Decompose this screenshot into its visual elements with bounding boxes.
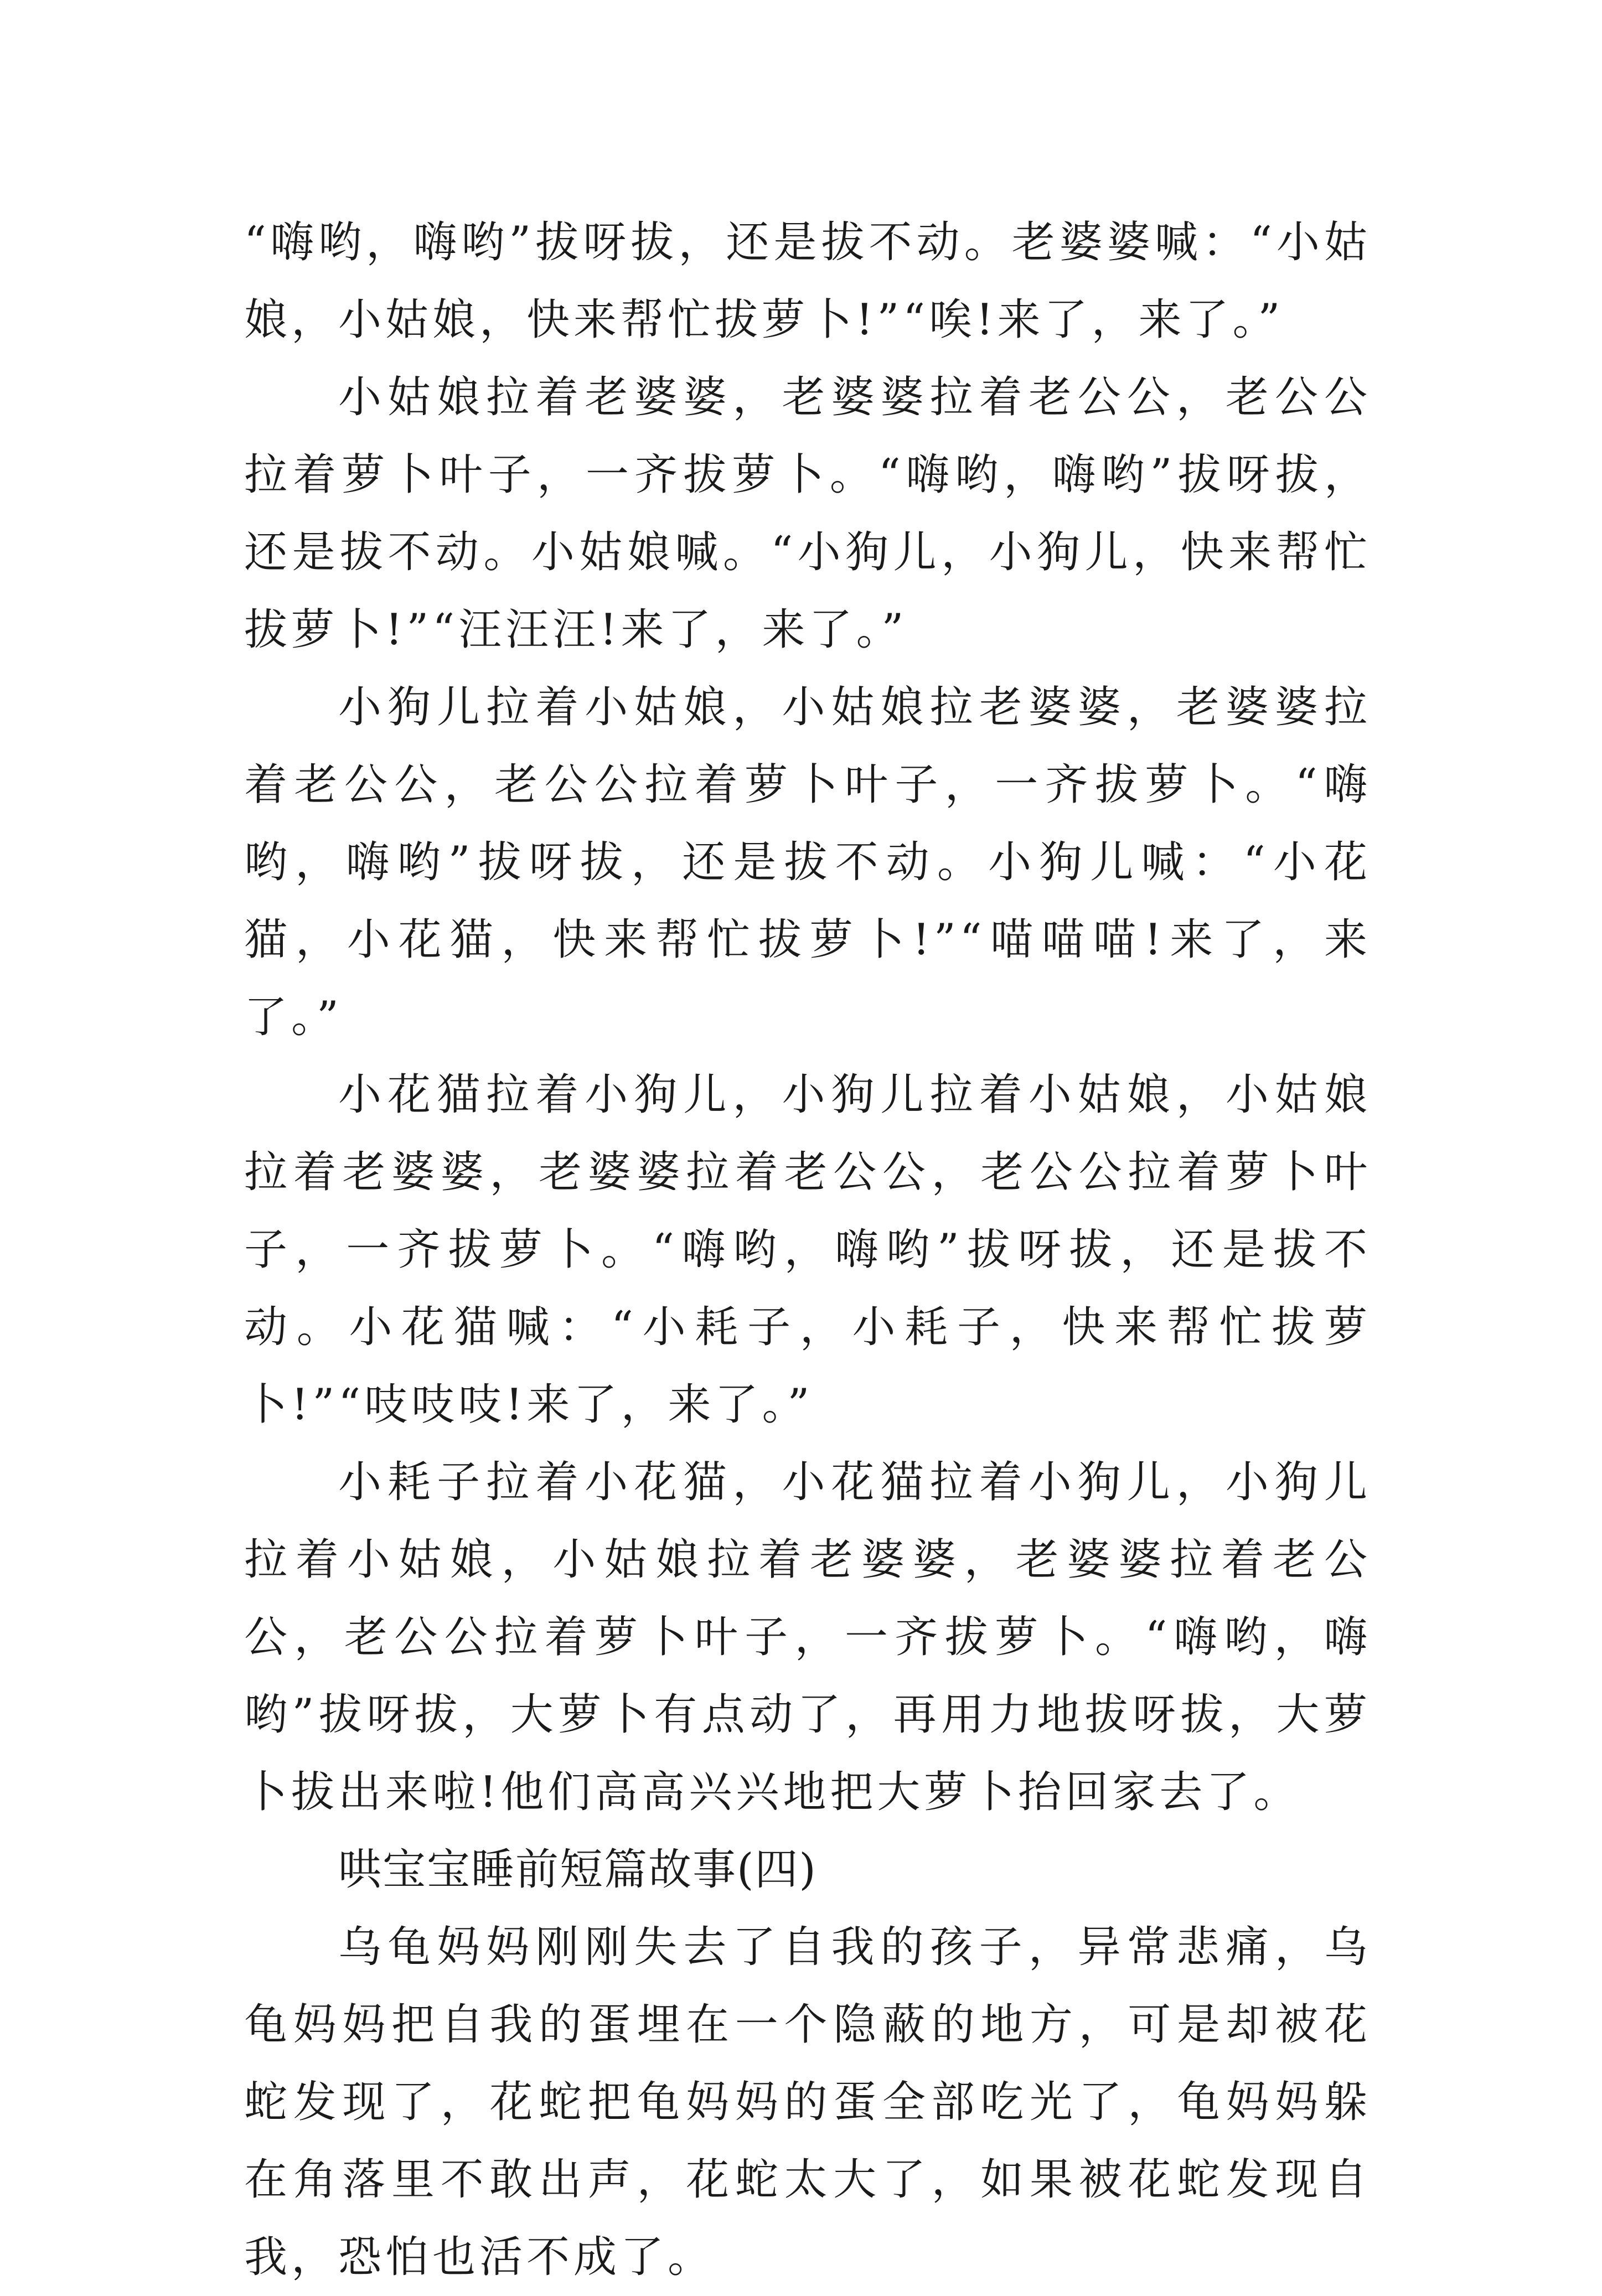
paragraph-5: 小耗子拉着小花猫，小花猫拉着小狗儿，小狗儿拉着小姑娘，小姑娘拉着老婆婆，老婆婆拉着老公公，老公公拉着萝卜叶子，一齐拔萝卜。“嗨哟，嗨哟”拔呀拔，大萝卜有点动了，再用力地拔呀拔，大萝卜拔出来啦!他们高高兴兴地把大萝卜抬回家去了。: [244, 1457, 1371, 1817]
paragraph-1: “嗨哟，嗨哟”拔呀拔，还是拔不动。老婆婆喊：“小姑娘，小姑娘，快来帮忙拔萝卜!”“唉!来了，来了。”: [244, 218, 1371, 345]
paragraph-4: 小花猫拉着小狗儿，小狗儿拉着小姑娘，小姑娘拉着老婆婆，老婆婆拉着老公公，老公公拉着萝卜叶子，一齐拔萝卜。“嗨哟，嗨哟”拔呀拔，还是拔不动。小花猫喊：“小耗子，小耗子，快来帮忙拔萝卜!”“吱吱吱!来了，来了。”: [244, 1070, 1371, 1430]
paragraph-6: 乌龟妈妈刚刚失去了自我的孩子，异常悲痛，乌龟妈妈把自我的蛋埋在一个隐蔽的地方，可是却被花蛇发现了，花蛇把龟妈妈的蛋全部吃光了，龟妈妈躲在角落里不敢出声，花蛇太大了，如果被花蛇发现自我，恐怕也活不成了。: [244, 1922, 1371, 2282]
paragraph-3: 小狗儿拉着小姑娘，小姑娘拉老婆婆，老婆婆拉着老公公，老公公拉着萝卜叶子，一齐拔萝卜。“嗨哟，嗨哟”拔呀拔，还是拔不动。小狗儿喊：“小花猫，小花猫，快来帮忙拔萝卜!”“喵喵喵!来了，来了。”: [244, 682, 1371, 1042]
story-heading: 哄宝宝睡前短篇故事(四): [338, 1845, 817, 1895]
paragraph-2: 小姑娘拉着老婆婆，老婆婆拉着老公公，老公公拉着萝卜叶子，一齐拔萝卜。“嗨哟，嗨哟”拔呀拔，还是拔不动。小姑娘喊。“小狗儿，小狗儿，快来帮忙拔萝卜!”“汪汪汪!来了，来了。”: [244, 373, 1371, 655]
story-text: [244, 204, 1371, 2296]
